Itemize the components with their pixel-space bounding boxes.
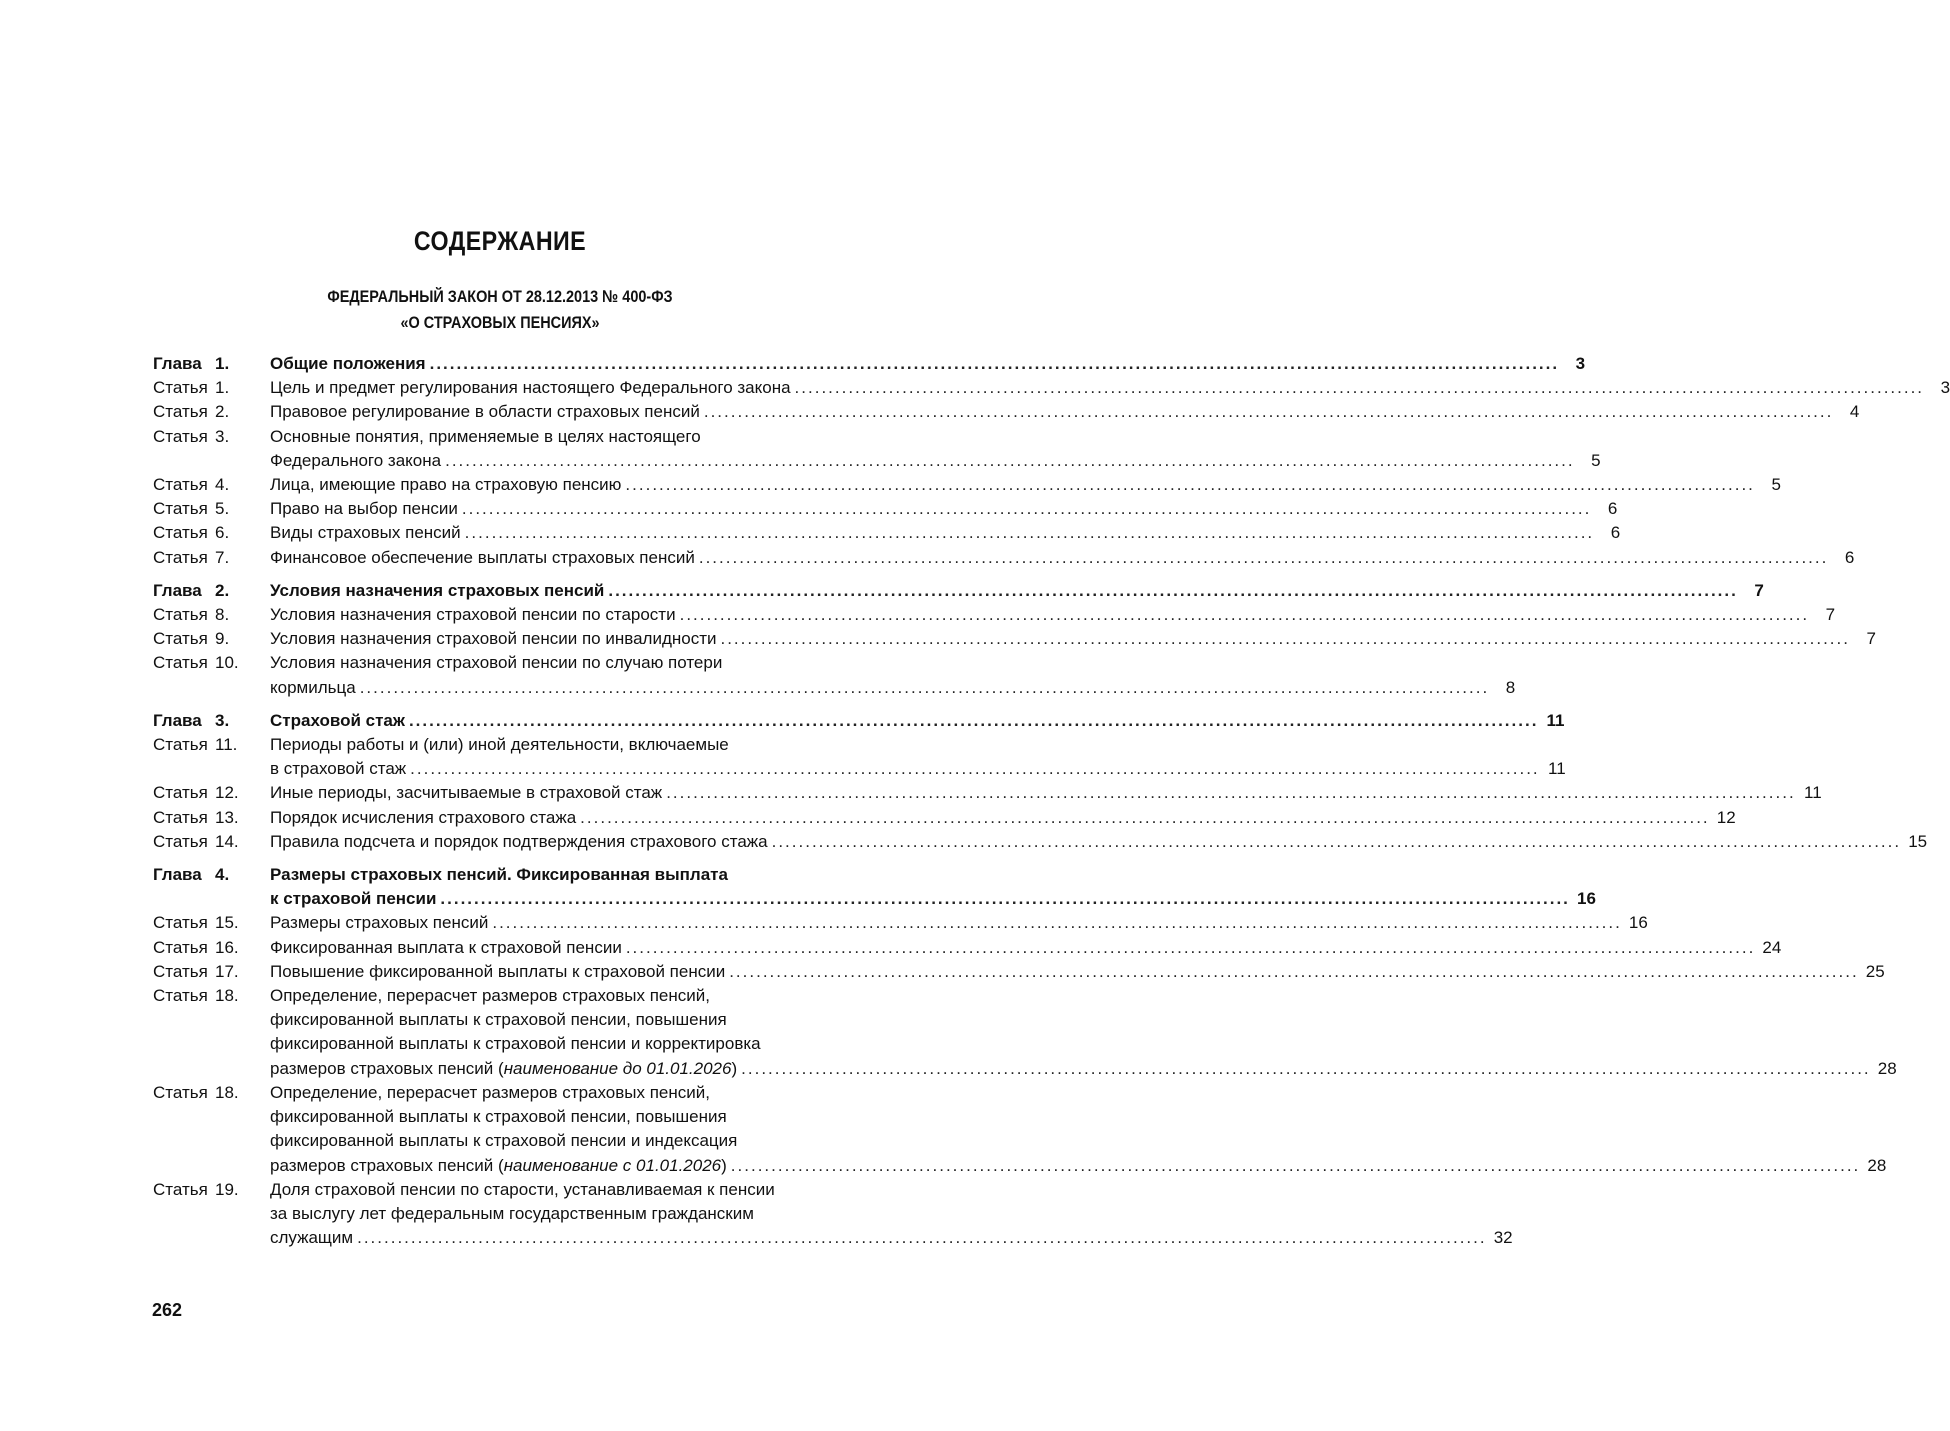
toc-label-number: 4. bbox=[215, 475, 230, 495]
toc-label-word: Глава bbox=[153, 865, 202, 885]
toc-page-number: 32 bbox=[1493, 1228, 1513, 1248]
toc-label-word: Статья bbox=[153, 426, 208, 446]
toc-entry-title bbox=[270, 1057, 737, 1081]
toc-entry-title-close: ) bbox=[721, 1155, 727, 1175]
toc-page-number: 6 bbox=[1610, 523, 1621, 543]
toc-article-4[interactable] bbox=[153, 473, 1781, 497]
toc-label-word: Статья bbox=[153, 378, 208, 398]
dot-leader: ........................................................................................................................................................................ bbox=[492, 913, 1622, 933]
toc-label-number: 3. bbox=[215, 426, 230, 446]
toc-page-number: 28 bbox=[1867, 1155, 1887, 1175]
toc-page-number: 28 bbox=[1877, 1058, 1897, 1078]
toc-entry-title: в страховой стаж bbox=[270, 759, 407, 779]
dot-leader: ........................................................................................................................................................................ bbox=[440, 889, 1570, 909]
toc-label-number: 14. bbox=[215, 831, 239, 851]
toc-label-word: Статья bbox=[153, 913, 208, 933]
toc-entry-title-text: размеров страховых пенсий ( bbox=[270, 1058, 504, 1078]
toc-label-number: 15. bbox=[215, 913, 239, 933]
toc-entry-title: Порядок исчисления страхового стажа bbox=[270, 807, 577, 827]
toc-page-number: 3 bbox=[1575, 354, 1586, 373]
toc-label-number: 6. bbox=[215, 523, 230, 543]
toc-entry-title: Повышение фиксированной выплаты к страховой пенсии bbox=[270, 961, 726, 981]
toc-chapter-4[interactable] bbox=[153, 863, 1596, 911]
toc-entry-title-line: Условия назначения страховой пенсии по случаю потери bbox=[270, 653, 723, 673]
toc-page-number: 24 bbox=[1762, 937, 1782, 957]
toc-page-number: 25 bbox=[1865, 961, 1885, 981]
dot-leader: ........................................................................................................................................................................ bbox=[703, 402, 1834, 422]
dot-leader: ........................................................................................................................................................................ bbox=[408, 710, 1539, 730]
toc-label-number: 13. bbox=[215, 807, 239, 827]
toc-label-word: Статья bbox=[153, 961, 208, 981]
toc-entry-note: наименование с 01.01.2026 bbox=[503, 1155, 722, 1175]
toc-label-number: 2. bbox=[215, 580, 230, 600]
toc-chapter-2[interactable] bbox=[153, 579, 1764, 603]
toc-page-number: 12 bbox=[1716, 807, 1736, 827]
toc-entry-title: Страховой стаж bbox=[270, 710, 405, 730]
dot-leader: ........................................................................................................................................................................ bbox=[429, 354, 1560, 373]
toc-entry-title-line: фиксированной выплаты к страховой пенсии, повышения bbox=[270, 1010, 727, 1030]
toc-entry-title-line: за выслугу лет федеральным государственным гражданским bbox=[270, 1203, 754, 1223]
dot-leader: ........................................................................................................................................................................ bbox=[794, 378, 1925, 398]
toc-page-number: 5 bbox=[1591, 450, 1601, 470]
dot-leader: ........................................................................................................................................................................ bbox=[730, 1155, 1861, 1175]
page-title: СОДЕРЖАНИЕ bbox=[413, 226, 587, 256]
toc-label-word: Статья bbox=[153, 986, 208, 1006]
toc-page-number: 16 bbox=[1576, 889, 1596, 909]
toc-entry-title: Виды страховых пенсий bbox=[270, 523, 461, 543]
toc-entry-title bbox=[270, 1154, 727, 1178]
toc-entry-title: кормильца bbox=[270, 677, 356, 697]
toc-entry-title-line: Определение, перерасчет размеров страховых пенсий, bbox=[270, 986, 710, 1006]
toc-entry-title: Цель и предмет регулирования настоящего Федерального закона bbox=[270, 378, 791, 398]
table-of-contents bbox=[153, 352, 1950, 1250]
toc-page-number: 11 bbox=[1548, 759, 1566, 779]
toc-article-5[interactable] bbox=[153, 497, 1618, 521]
toc-label-number: 1. bbox=[215, 378, 230, 398]
toc-article-10[interactable] bbox=[153, 651, 1516, 699]
toc-entry-title: Условия назначения страховой пенсии по инвалидности bbox=[270, 629, 717, 649]
toc-entry-title: Иные периоды, засчитываемые в страховой стаж bbox=[270, 783, 663, 803]
toc-label-number: 18. bbox=[215, 986, 239, 1006]
toc-article-9[interactable] bbox=[153, 627, 1876, 651]
toc-label-number: 5. bbox=[215, 499, 230, 519]
toc-article-1[interactable] bbox=[153, 376, 1950, 400]
toc-article-12[interactable] bbox=[153, 781, 1822, 805]
toc-label-number: 12. bbox=[215, 783, 239, 803]
dot-leader: ........................................................................................................................................................................ bbox=[410, 759, 1540, 779]
toc-article-3[interactable] bbox=[153, 425, 1601, 473]
toc-label-word: Глава bbox=[153, 710, 202, 730]
toc-label-number: 7. bbox=[215, 547, 230, 567]
law-title-line-1: ФЕДЕРАЛЬНЫЙ ЗАКОН ОТ 28.12.2013 № 400-ФЗ bbox=[327, 287, 673, 306]
toc-page-number: 16 bbox=[1628, 913, 1648, 933]
toc-entry-title-close: ) bbox=[731, 1058, 738, 1078]
toc-label-word: Статья bbox=[153, 735, 208, 755]
toc-page-number: 6 bbox=[1607, 499, 1618, 519]
dot-leader: ........................................................................................................................................................................ bbox=[608, 580, 1738, 600]
dot-leader: ........................................................................................................................................................................ bbox=[464, 523, 1595, 543]
toc-label-number: 17. bbox=[215, 961, 239, 981]
toc-entry-title: Правовое регулирование в области страховых пенсий bbox=[270, 402, 700, 422]
toc-page-number: 3 bbox=[1940, 378, 1950, 398]
toc-label-word: Статья bbox=[153, 499, 208, 519]
toc-article-16[interactable] bbox=[153, 936, 1782, 960]
toc-entry-title: к страховой пенсии bbox=[270, 889, 437, 909]
toc-label-word: Статья bbox=[153, 629, 208, 649]
law-title bbox=[75, 284, 925, 336]
toc-article-18-new[interactable] bbox=[153, 1081, 1887, 1178]
toc-page-number: 15 bbox=[1908, 831, 1928, 851]
dot-leader: ........................................................................................................................................................................ bbox=[445, 450, 1575, 470]
toc-label-word: Статья bbox=[153, 547, 208, 567]
toc-chapter-3[interactable] bbox=[153, 709, 1565, 733]
toc-label-word: Статья bbox=[153, 831, 208, 851]
toc-entry-title: Право на выбор пенсии bbox=[270, 499, 458, 519]
toc-label-word: Глава bbox=[153, 354, 202, 373]
toc-entry-title: служащим bbox=[270, 1228, 354, 1248]
toc-label-word: Статья bbox=[153, 523, 208, 543]
dot-leader: ........................................................................................................................................................................ bbox=[357, 1228, 1487, 1248]
toc-entry-title-line: фиксированной выплаты к страховой пенсии и корректировка bbox=[270, 1034, 761, 1054]
toc-article-14[interactable] bbox=[153, 830, 1928, 854]
toc-label-number: 16. bbox=[215, 937, 239, 957]
toc-article-19[interactable] bbox=[153, 1178, 1513, 1251]
page-number: 262 bbox=[152, 1300, 183, 1320]
toc-article-15[interactable] bbox=[153, 911, 1648, 935]
toc-entry-title-line: фиксированной выплаты к страховой пенсии и индексация bbox=[270, 1131, 738, 1151]
toc-label-number: 1. bbox=[215, 354, 230, 373]
toc-label-number: 11. bbox=[215, 735, 238, 755]
dot-leader: ........................................................................................................................................................................ bbox=[698, 547, 1829, 567]
toc-page-number: 11 bbox=[1546, 710, 1565, 730]
toc-entry-title: Условия назначения страховых пенсий bbox=[270, 580, 605, 600]
toc-label-word: Статья bbox=[153, 475, 208, 495]
toc-page-number: 4 bbox=[1849, 402, 1860, 422]
toc-label-number: 9. bbox=[215, 629, 230, 649]
toc-entry-title-line: Основные понятия, применяемые в целях настоящего bbox=[270, 426, 701, 446]
dot-leader: ........................................................................................................................................................................ bbox=[461, 499, 1592, 519]
dot-leader: ........................................................................................................................................................................ bbox=[729, 961, 1859, 981]
toc-article-6[interactable] bbox=[153, 521, 1621, 545]
toc-article-7[interactable] bbox=[153, 546, 1855, 570]
toc-label-word: Статья bbox=[153, 937, 208, 957]
dot-leader: ........................................................................................................................................................................ bbox=[580, 807, 1710, 827]
toc-entry-title-line: Доля страховой пенсии по старости, устанавливаемая к пенсии bbox=[270, 1179, 775, 1199]
toc-entry-title: Лица, имеющие право на страховую пенсию bbox=[270, 475, 622, 495]
toc-entry-title-line: Периоды работы и (или) иной деятельности, включаемые bbox=[270, 735, 729, 755]
toc-label-word: Статья bbox=[153, 783, 208, 803]
toc-label-word: Глава bbox=[153, 580, 202, 600]
toc-article-2[interactable] bbox=[153, 400, 1860, 424]
toc-page-number: 5 bbox=[1771, 475, 1781, 495]
toc-entry-title-text: размеров страховых пенсий ( bbox=[270, 1155, 504, 1175]
toc-label-word: Статья bbox=[153, 402, 208, 422]
toc-label-number: 2. bbox=[215, 402, 230, 422]
toc-label-number: 10. bbox=[215, 653, 239, 673]
toc-chapter-1[interactable] bbox=[153, 352, 1586, 376]
toc-article-18-old[interactable] bbox=[153, 984, 1897, 1081]
toc-label-number: 3. bbox=[215, 710, 230, 730]
toc-article-13[interactable] bbox=[153, 806, 1736, 830]
toc-page-number: 7 bbox=[1825, 605, 1836, 625]
toc-page-number: 7 bbox=[1754, 580, 1764, 600]
toc-entry-title-line: Определение, перерасчет размеров страховых пенсий, bbox=[270, 1082, 710, 1102]
toc-label-word: Статья bbox=[153, 605, 208, 625]
toc-entry-title-line: фиксированной выплаты к страховой пенсии, повышения bbox=[270, 1107, 727, 1127]
toc-entry-title: Финансовое обеспечение выплаты страховых пенсий bbox=[270, 547, 695, 567]
toc-label-number: 18. bbox=[215, 1082, 239, 1102]
toc-label-number: 4. bbox=[215, 865, 230, 885]
dot-leader: ........................................................................................................................................................................ bbox=[741, 1058, 1871, 1078]
toc-entry-title: Правила подсчета и порядок подтверждения страхового стажа bbox=[270, 831, 768, 851]
toc-page-number: 8 bbox=[1505, 677, 1516, 697]
toc-page-number: 7 bbox=[1866, 629, 1876, 649]
dot-leader: ........................................................................................................................................................................ bbox=[666, 783, 1796, 803]
dot-leader: ........................................................................................................................................................................ bbox=[720, 629, 1850, 649]
toc-entry-title: Общие положения bbox=[270, 354, 426, 373]
toc-entry-title: Условия назначения страховой пенсии по старости bbox=[270, 605, 676, 625]
toc-article-8[interactable] bbox=[153, 603, 1836, 627]
dot-leader: ........................................................................................................................................................................ bbox=[359, 677, 1490, 697]
toc-label-number: 19. bbox=[215, 1179, 239, 1199]
toc-entry-title: Федерального закона bbox=[270, 450, 442, 470]
toc-entry-title-line: Размеры страховых пенсий. Фиксированная выплата bbox=[270, 865, 728, 885]
toc-article-11[interactable] bbox=[153, 733, 1566, 781]
dot-leader: ........................................................................................................................................................................ bbox=[625, 475, 1755, 495]
toc-page-number: 11 bbox=[1804, 783, 1822, 803]
toc-entry-title: Размеры страховых пенсий bbox=[270, 913, 489, 933]
toc-entry-title: Фиксированная выплата к страховой пенсии bbox=[270, 937, 622, 957]
toc-page-number: 6 bbox=[1844, 547, 1855, 567]
toc-label-word: Статья bbox=[153, 807, 208, 827]
toc-article-17[interactable] bbox=[153, 960, 1885, 984]
dot-leader: ........................................................................................................................................................................ bbox=[771, 831, 1902, 851]
toc-entry-note: наименование до 01.01.2026 bbox=[503, 1058, 732, 1078]
toc-label-word: Статья bbox=[153, 1179, 208, 1199]
dot-leader: ........................................................................................................................................................................ bbox=[625, 937, 1756, 957]
toc-label-word: Статья bbox=[153, 653, 208, 673]
toc-label-number: 8. bbox=[215, 605, 230, 625]
toc-label-word: Статья bbox=[153, 1082, 208, 1102]
dot-leader: ........................................................................................................................................................................ bbox=[679, 605, 1810, 625]
law-title-line-2: «О СТРАХОВЫХ ПЕНСИЯХ» bbox=[400, 313, 600, 332]
